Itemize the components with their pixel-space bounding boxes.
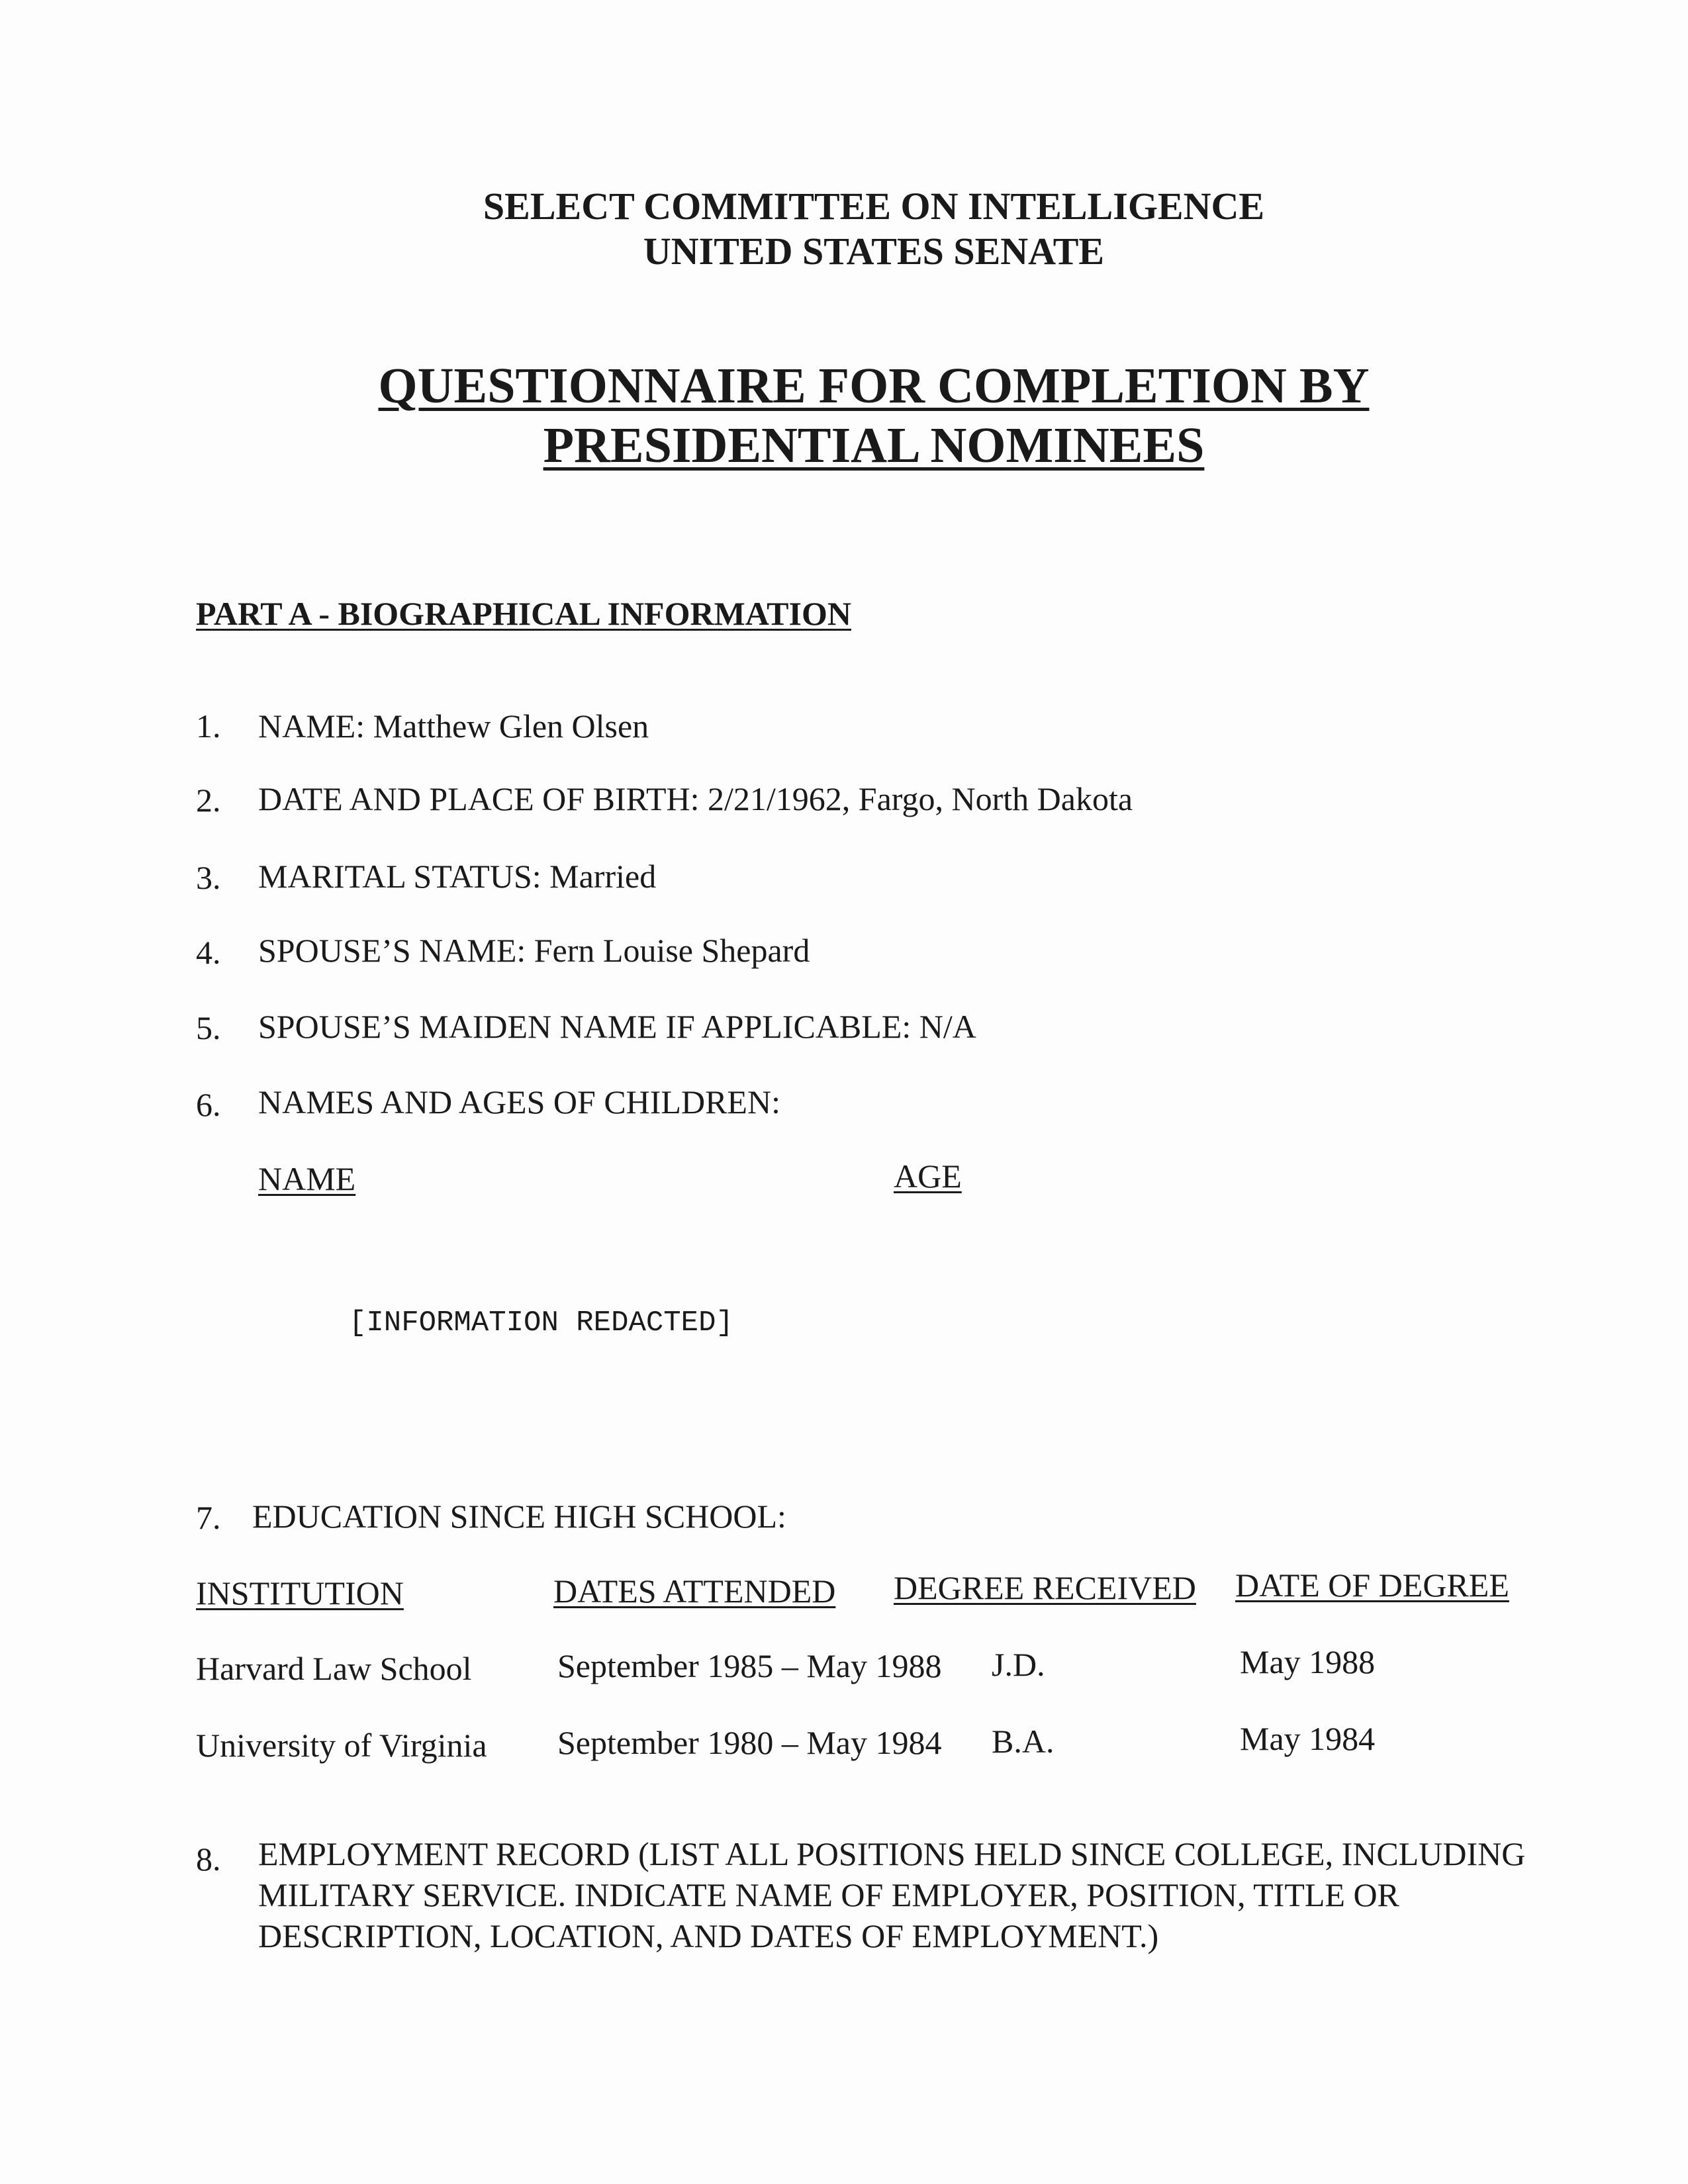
cell-date-of-degree: May 1988 bbox=[1240, 1643, 1376, 1680]
title-text-1: QUESTIONNAIRE FOR COMPLETION BY bbox=[378, 358, 1370, 414]
document-title-line1 bbox=[0, 357, 1688, 415]
children-name-header: NAME bbox=[258, 1160, 356, 1197]
column-header-institution: INSTITUTION bbox=[196, 1574, 404, 1612]
senate-name: UNITED STATES SENATE bbox=[643, 230, 1105, 273]
children-age-header: AGE bbox=[894, 1158, 962, 1195]
cell-dates: September 1985 – May 1988 bbox=[557, 1647, 942, 1684]
committee-name: SELECT COMMITTEE ON INTELLIGENCE bbox=[483, 185, 1265, 228]
item-number: 4. bbox=[196, 934, 221, 971]
column-header-date-of-degree: DATE OF DEGREE bbox=[1235, 1567, 1509, 1604]
redacted-notice: [INFORMATION REDACTED] bbox=[349, 1306, 733, 1340]
item-spouse-name: SPOUSE’S NAME: Fern Louise Shepard bbox=[258, 932, 810, 969]
employment-line-3: DESCRIPTION, LOCATION, AND DATES OF EMPLOYMENT.) bbox=[258, 1917, 1159, 1954]
item-number: 3. bbox=[196, 859, 221, 896]
column-header-degree: DEGREE RECEIVED bbox=[894, 1569, 1196, 1606]
item-number: 8. bbox=[196, 1841, 221, 1878]
item-name: NAME: Matthew Glen Olsen bbox=[258, 707, 649, 745]
item-number: 2. bbox=[196, 782, 221, 819]
item-children: NAMES AND AGES OF CHILDREN: bbox=[258, 1083, 780, 1120]
education-heading: EDUCATION SINCE HIGH SCHOOL: bbox=[252, 1498, 786, 1535]
item-number: 7. bbox=[196, 1499, 221, 1536]
item-birth: DATE AND PLACE OF BIRTH: 2/21/1962, Fargo, North Dakota bbox=[258, 780, 1133, 817]
document-title-line2 bbox=[0, 417, 1688, 475]
employment-line-1: EMPLOYMENT RECORD (LIST ALL POSITIONS HELD SINCE COLLEGE, INCLUDING bbox=[258, 1835, 1526, 1872]
cell-date-of-degree: May 1984 bbox=[1240, 1720, 1376, 1757]
item-number: 6. bbox=[196, 1086, 221, 1123]
title-text-2: PRESIDENTIAL NOMINEES bbox=[543, 418, 1205, 473]
cell-dates: September 1980 – May 1984 bbox=[557, 1724, 942, 1761]
cell-degree: J.D. bbox=[992, 1646, 1045, 1683]
cell-institution: Harvard Law School bbox=[196, 1650, 472, 1687]
column-header-dates: DATES ATTENDED bbox=[553, 1572, 836, 1610]
item-marital-status: MARITAL STATUS: Married bbox=[258, 858, 657, 895]
item-number: 5. bbox=[196, 1009, 221, 1046]
cell-degree: B.A. bbox=[992, 1723, 1055, 1760]
item-maiden-name: SPOUSE’S MAIDEN NAME IF APPLICABLE: N/A bbox=[258, 1008, 976, 1045]
item-number: 1. bbox=[196, 707, 221, 745]
part-a-heading: PART A - BIOGRAPHICAL INFORMATION bbox=[196, 595, 851, 632]
cell-institution: University of Virginia bbox=[196, 1727, 487, 1764]
employment-line-2: MILITARY SERVICE. INDICATE NAME OF EMPLOYER, POSITION, TITLE OR bbox=[258, 1876, 1399, 1913]
